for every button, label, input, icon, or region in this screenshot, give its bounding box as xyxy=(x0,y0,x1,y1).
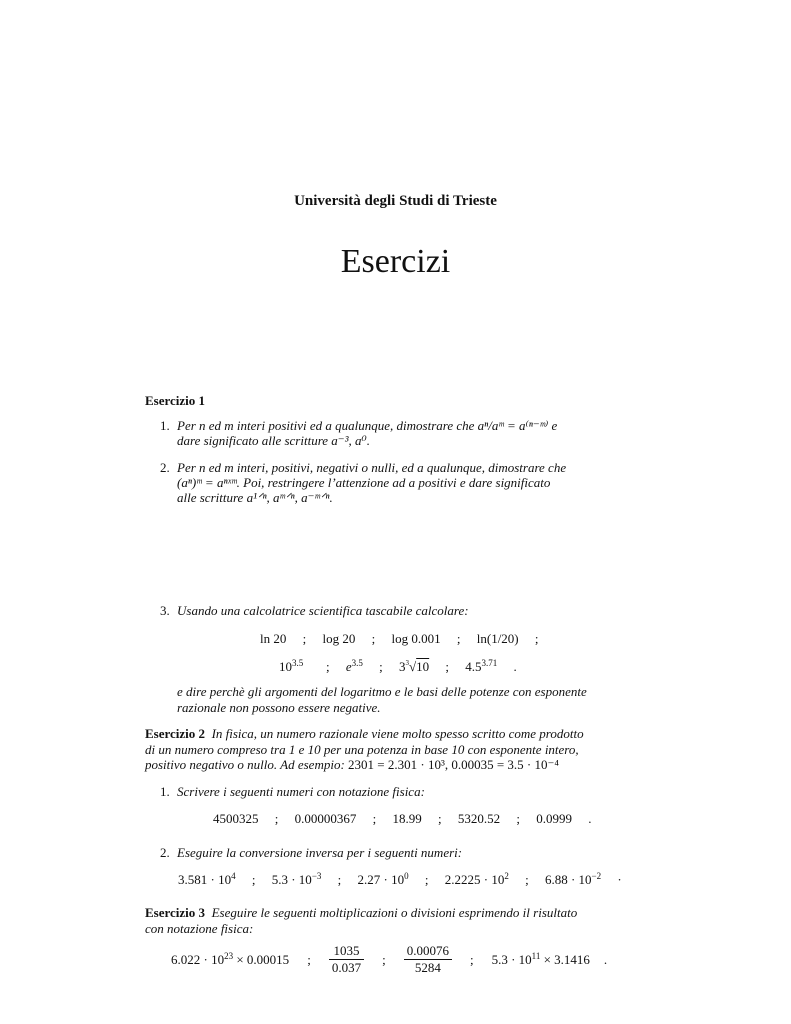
item-number: 2. xyxy=(160,845,170,860)
power-expression: $5.3 \cdot 10^{-3}$ xyxy=(271,871,322,887)
item-number: 2. xyxy=(160,460,170,475)
exercise-3-heading: Esercizio 3 xyxy=(145,905,206,920)
separator: ; xyxy=(469,951,474,967)
exercise-2-item-2 xyxy=(160,845,462,861)
note-line: e dire perchè gli argomenti del logaritmo e le basi delle potenze con esponente xyxy=(177,684,587,699)
item-number: 3. xyxy=(160,603,170,618)
intro-line: con notazione fisica: xyxy=(145,920,254,936)
terminator: . xyxy=(603,951,608,967)
power-expression: $6.88 \cdot 10^{-2}$ xyxy=(544,871,602,887)
item-text-line: Scrivere i seguenti numeri con notazione fisica: xyxy=(177,784,425,799)
item-text-line: Eseguire la conversione inversa per i seguenti numeri: xyxy=(177,845,463,860)
separator: ; xyxy=(307,951,311,967)
fraction xyxy=(404,943,452,976)
numbers-row xyxy=(213,811,592,827)
separator: ; xyxy=(382,951,386,967)
power-expression: $2.2225 \cdot 10^2$ xyxy=(444,871,509,887)
separator: ; xyxy=(372,811,377,826)
expression: ln(1/20) xyxy=(476,631,519,646)
log-expressions-row xyxy=(260,631,539,647)
terminator: · xyxy=(617,872,622,887)
separator: ; xyxy=(337,872,342,887)
fraction xyxy=(329,943,364,976)
item-text-line: dare significato alle scritture a⁻³, a⁰. xyxy=(177,433,371,448)
product-expression: $6.022 \cdot 10^{23} \times 0.00015$ xyxy=(171,950,290,967)
expression: $10^{3.5}$ xyxy=(279,658,304,674)
intro-line: di un numero compreso tra 1 e 10 per una potenza in base 10 con esponente intero, xyxy=(145,741,579,757)
expression: $4.5^{3.71}$ xyxy=(465,658,498,674)
item-text-line: Per n ed m interi positivi ed a qualunque, dimostrare che aⁿ/aᵐ = a⁽ⁿ⁻ᵐ⁾ e xyxy=(177,418,558,433)
separator: ; xyxy=(379,659,383,674)
power-expression: $3.581 \cdot 10^4$ xyxy=(178,871,236,887)
exercise-2-heading: Esercizio 2 xyxy=(145,726,206,741)
expression: $3^3√10$ xyxy=(399,659,430,674)
expression: $e^{3.5}$ xyxy=(345,658,363,674)
separator: ; xyxy=(302,631,307,646)
number: 18.99 xyxy=(392,811,422,826)
expression: log 0.001 xyxy=(391,631,441,646)
university-name: Università degli Studi di Trieste xyxy=(294,193,497,209)
document-title: Esercizi xyxy=(340,243,451,280)
product-expression: $5.3 \cdot 10^{11} \times 3.1416$ xyxy=(491,950,590,967)
powers-row xyxy=(178,872,622,888)
item-text-line: Usando una calcolatrice scientifica tascabile calcolare: xyxy=(177,603,469,618)
denominator: 5284 xyxy=(414,960,441,975)
item-text-line: Per n ed m interi, positivi, negativi o nulli, ed a qualunque, dimostrare che xyxy=(177,460,567,475)
expression: ln 20 xyxy=(260,631,287,646)
expression: log 20 xyxy=(322,631,356,646)
separator: ; xyxy=(251,872,256,887)
exercise-1-item-3 xyxy=(160,603,620,619)
terminator: . xyxy=(588,811,592,826)
item-number: 1. xyxy=(160,784,170,799)
example-math: 2301 = 2.301 · 10³, 0.00035 = 3.5 · 10⁻⁴ xyxy=(348,757,559,772)
exercise-1-heading: Esercizio 1 xyxy=(145,393,206,408)
number: 5320.52 xyxy=(457,811,501,826)
operations-row xyxy=(171,943,607,976)
separator: ; xyxy=(516,811,520,826)
exercise-2-intro xyxy=(145,726,584,773)
intro-line: In fisica, un numero razionale viene molto spesso scritto come prodotto xyxy=(211,726,584,741)
exercise-3-intro xyxy=(145,905,577,936)
denominator: 0.037 xyxy=(331,960,362,975)
item-text-line: alle scritture a¹ᐟⁿ, aᵐᐟⁿ, a⁻ᵐᐟⁿ. xyxy=(177,490,333,505)
numerator: 1035 xyxy=(329,943,364,960)
separator: ; xyxy=(424,872,429,887)
power-expressions-row xyxy=(279,659,517,675)
separator: ; xyxy=(274,811,279,826)
numerator: 0.00076 xyxy=(404,943,452,960)
separator: ; xyxy=(534,631,539,646)
item-text-line: (aⁿ)ᵐ = aⁿˣᵐ. Poi, restringere l’attenzione ad a positivi e dare significato xyxy=(177,475,551,490)
note-line: razionale non possono essere negative. xyxy=(177,699,381,715)
exercise-1-item-3-note xyxy=(177,684,587,715)
exercise-2-item-1 xyxy=(160,784,425,800)
exercise-1-item-1 xyxy=(160,418,620,448)
separator: ; xyxy=(456,631,461,646)
intro-line: positivo negativo o nullo. Ad esempio: xyxy=(145,757,345,772)
separator: ; xyxy=(371,631,376,646)
number: 0.00000367 xyxy=(294,811,357,826)
separator: ; xyxy=(438,811,442,826)
number: 0.0999 xyxy=(536,811,572,826)
power-expression: $2.27 \cdot 10^0$ xyxy=(357,871,409,887)
terminator: . xyxy=(513,659,517,674)
separator: ; xyxy=(525,872,529,887)
intro-line: Eseguire le seguenti moltiplicazioni o divisioni esprimendo il risultato xyxy=(211,905,578,920)
separator: ; xyxy=(445,659,450,674)
item-number: 1. xyxy=(160,418,170,433)
exercise-1-item-2 xyxy=(160,460,620,505)
separator: ; xyxy=(326,659,330,674)
number: 4500325 xyxy=(213,811,259,826)
